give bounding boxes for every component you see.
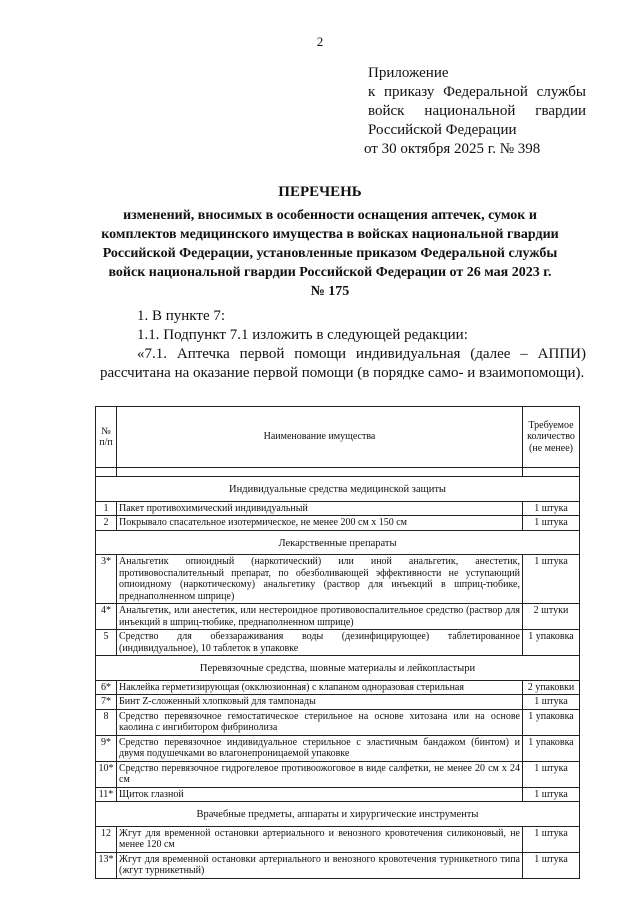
item-quantity: 1 штука — [523, 761, 580, 787]
item-quantity: 1 штука — [523, 516, 580, 531]
item-name: Средство перевязочное гемостатическое стерильное на основе хитозана или на основе каолина с ингибитором фибринолиза — [117, 709, 523, 735]
section-row — [96, 530, 580, 555]
section-row — [96, 802, 580, 827]
item-name: Щиток глазной — [117, 787, 523, 802]
appendix-line-3: войск национальной гвардии — [368, 103, 586, 119]
table-row — [96, 709, 580, 735]
item-name: Жгут для временной остановки артериального и венозного кровотечения турникетного типа (жгут турникетный) — [117, 852, 523, 878]
item-name: Покрывало спасательное изотермическое, не менее 200 см х 150 см — [117, 516, 523, 531]
table-spacer-row — [96, 468, 580, 477]
table-row — [96, 826, 580, 852]
item-quantity: 1 штука — [523, 555, 580, 604]
item-name: Анальгетик, или анестетик, или нестероидное противовоспалительное средство (раствор для инъекций в шприц-тюбике, преднаполненном шприце) — [117, 604, 523, 630]
item-number: 5 — [96, 630, 117, 656]
item-name: Средство для обеззараживания воды (дезинфицирующее) таблетированное (индивидуальное), 10 таблеток в упаковке — [117, 630, 523, 656]
item-name: Наклейка герметизирующая (окклюзионная) с клапаном одноразовая стерильная — [117, 680, 523, 695]
item-name: Анальгетик опиоидный (наркотический) или иной анальгетик, анестетик, противовоспалительный препарат, по обезболивающей эффективности не уступающий опиоидному (наркотическому) анальгетику (раствор для инъекций в шприц-тюбике, преднаполненном шприце) — [117, 555, 523, 604]
paragraph-1: 1. В пункте 7: — [137, 308, 226, 324]
table-header-row — [96, 407, 580, 468]
item-quantity: 1 штука — [523, 695, 580, 710]
item-name: Средство перевязочное индивидуальное стерильное с эластичным бандажом (бинтом) и двумя подушечками во влагонепроницаемой упаковке — [117, 735, 523, 761]
item-quantity: 1 штука — [523, 787, 580, 802]
section-title: Перевязочные средства, шовные материалы и лейкопластыри — [96, 656, 580, 681]
document-subtitle: изменений, вносимых в особенности оснащения аптечек, сумок и комплектов медицинского имущества в войсках национальной гвардии Российской Федерации, установленные приказом Федеральной службы войск национальной гвардии Российской Федерации от 26 мая 2023 г. № 175 — [101, 208, 559, 299]
section-row — [96, 477, 580, 502]
table-row — [96, 516, 580, 531]
table-row — [96, 630, 580, 656]
item-quantity: 1 штука — [523, 501, 580, 516]
item-quantity: 2 упаковки — [523, 680, 580, 695]
item-number: 12 — [96, 826, 117, 852]
item-name: Пакет противохимический индивидуальный — [117, 501, 523, 516]
header-name: Наименование имущества — [117, 407, 523, 468]
table-row — [96, 501, 580, 516]
item-number: 1 — [96, 501, 117, 516]
appendix-block — [364, 64, 586, 159]
appendix-line-5: от 30 октября 2025 г. № 398 — [364, 141, 541, 157]
document-title: ПЕРЕЧЕНЬ — [278, 184, 362, 200]
header-qty: Требуемое количество (не менее) — [523, 407, 580, 468]
item-quantity: 1 упаковка — [523, 735, 580, 761]
appendix-line-2: к приказу Федеральной службы — [368, 84, 586, 100]
appendix-line-4: Российской Федерации — [368, 122, 517, 138]
table-row — [96, 680, 580, 695]
item-number: 3* — [96, 555, 117, 604]
item-number: 4* — [96, 604, 117, 630]
header-num: № п/п — [96, 407, 117, 468]
item-number: 7* — [96, 695, 117, 710]
table-row — [96, 761, 580, 787]
table-row — [96, 787, 580, 802]
item-quantity: 1 штука — [523, 826, 580, 852]
table-body — [96, 477, 580, 879]
item-number: 9* — [96, 735, 117, 761]
items-table — [95, 406, 580, 879]
table-row — [96, 604, 580, 630]
item-number: 11* — [96, 787, 117, 802]
page-number: 2 — [316, 34, 324, 49]
item-number: 2 — [96, 516, 117, 531]
item-quantity: 2 штуки — [523, 604, 580, 630]
item-number: 6* — [96, 680, 117, 695]
section-title: Лекарственные препараты — [96, 530, 580, 555]
item-quantity: 1 упаковка — [523, 709, 580, 735]
table-row — [96, 695, 580, 710]
section-row — [96, 656, 580, 681]
table-row — [96, 852, 580, 878]
item-name: Средство перевязочное гидрогелевое противоожоговое в виде салфетки, не менее 20 см х 24 см — [117, 761, 523, 787]
table-row — [96, 735, 580, 761]
section-title: Врачебные предметы, аппараты и хирургические инструменты — [96, 802, 580, 827]
appendix-line-1: Приложение — [368, 65, 449, 81]
item-name: Жгут для временной остановки артериального и венозного кровотечения силиконовый, не менее 120 см — [117, 826, 523, 852]
section-title: Индивидуальные средства медицинской защиты — [96, 477, 580, 502]
item-quantity: 1 упаковка — [523, 630, 580, 656]
paragraph-2: 1.1. Подпункт 7.1 изложить в следующей редакции: — [137, 327, 468, 343]
item-number: 13* — [96, 852, 117, 878]
item-quantity: 1 штука — [523, 852, 580, 878]
item-number: 8 — [96, 709, 117, 735]
item-number: 10* — [96, 761, 117, 787]
item-name: Бинт Z-сложенный хлопковый для тампонады — [117, 695, 523, 710]
table-row — [96, 555, 580, 604]
paragraph-3: «7.1. Аптечка первой помощи индивидуальная (далее – АППИ) рассчитана на оказание первой помощи (в порядке само- и взаимопомощи). — [100, 346, 586, 381]
